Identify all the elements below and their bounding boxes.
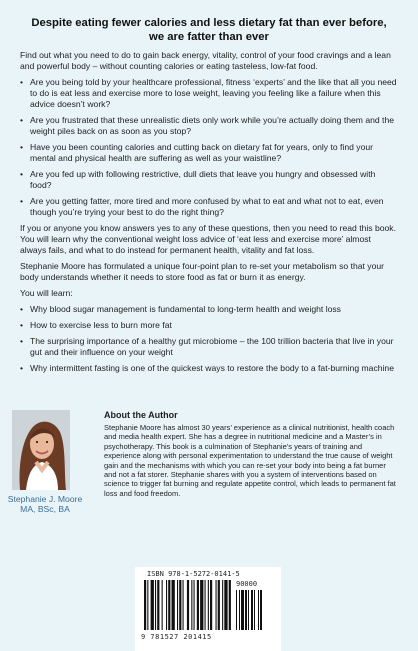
bullet-icon: • bbox=[20, 142, 24, 152]
bullet-icon: • bbox=[20, 169, 24, 179]
author-name: Stephanie J. Moore bbox=[7, 494, 83, 504]
bullet-icon: • bbox=[20, 196, 24, 206]
author-portrait-icon bbox=[12, 410, 70, 490]
headline-line-2: we are fatter than ever bbox=[149, 31, 269, 43]
bullet-icon: • bbox=[20, 77, 24, 87]
barcode-number: 9 781527 201415 bbox=[141, 633, 212, 641]
bullet-icon: • bbox=[20, 363, 24, 373]
bullet-icon: • bbox=[20, 336, 24, 346]
list-item: • Are you frustrated that these unrealistic diets only work while you’re actually doing them and the weight piles back on as soon as you stop? bbox=[20, 115, 394, 136]
author-text bbox=[104, 410, 400, 498]
list-item: • Why blood sugar management is fundamental to long-term health and weight loss bbox=[20, 304, 341, 314]
isbn-barcode bbox=[135, 567, 281, 651]
author-name-caption bbox=[0, 494, 90, 514]
barcode-addon: 90000 bbox=[236, 580, 258, 588]
learn-list bbox=[20, 304, 398, 374]
answers-paragraph: If you or anyone you know answers yes to any of these questions, then you need to read this book. You will learn why the conventional weight loss advice of ‘eat less and exercise more’ almost always fails, and what to do instead for permanent health, vitality and fat loss. bbox=[20, 223, 396, 255]
author-photo bbox=[12, 410, 70, 490]
list-item: • Are you being told by your healthcare professional, fitness ‘experts’ and the like that all you need to do is eat less and exercise more to lose weight, leaving you feeling like a failure when this advice doesn’t work? bbox=[20, 77, 397, 109]
list-item: • Have you been counting calories and cutting back on dietary fat for years, only to find your mental and physical health are suffering as well as your waistline? bbox=[20, 142, 373, 163]
bullet-icon: • bbox=[20, 115, 24, 125]
list-item: • How to exercise less to burn more fat bbox=[20, 320, 172, 330]
list-item: • Why intermittent fasting is one of the quickest ways to restore the body to a fat-burning machine bbox=[20, 363, 394, 373]
bullet-icon: • bbox=[20, 320, 24, 330]
plan-paragraph: Stephanie Moore has formulated a unique four-point plan to re-set your metabolism so that your body understands whether it needs to store food as fat or burn it as energy. bbox=[20, 261, 385, 282]
author-bio: Stephanie Moore has almost 30 years’ experience as a clinical nutritionist, health coach and media health expert. She has a degree in nutritional medicine and a Master’s in psychotherapy. This book is a culmination of Stephanie’s years of training and experience along with personal experimentation to understand the true cause of weight gain and the mechanisms with which you can re-set your body into being a fat burner and not a fat storer. Stephanie shares with you a system of interventions based on science to trigger fat burning and regulate appetite control, which leads to permanent fat loss and food freedom. bbox=[104, 423, 396, 498]
list-item: • Are you getting fatter, more tired and more confused by what to eat and what not to eat, even though you’re trying your best to do the right thing? bbox=[20, 196, 384, 217]
list-item: • Are you fed up with following restrictive, dull diets that leave you hungry and obsessed with food? bbox=[20, 169, 376, 190]
bullet-icon: • bbox=[20, 304, 24, 314]
author-credentials: MA, BSc, BA bbox=[20, 504, 70, 514]
headline-line-1: Despite eating fewer calories and less dietary fat than ever before, bbox=[31, 17, 387, 29]
headline bbox=[20, 0, 398, 44]
question-list bbox=[20, 77, 398, 218]
intro-paragraph: Find out what you need to do to gain back energy, vitality, control of your food cravings and a lean and powerful body – without counting calories or eating tasteless, low-fat food. bbox=[20, 50, 391, 71]
learn-intro: You will learn: bbox=[20, 288, 73, 298]
author-section bbox=[0, 410, 418, 641]
list-item: • The surprising importance of a healthy gut microbiome – the 100 trillion bacteria that live in your gut and their influence on your weight bbox=[20, 336, 394, 357]
author-heading: About the Author bbox=[104, 410, 178, 420]
isbn-text: ISBN 978-1-5272-0141-5 bbox=[147, 570, 240, 578]
